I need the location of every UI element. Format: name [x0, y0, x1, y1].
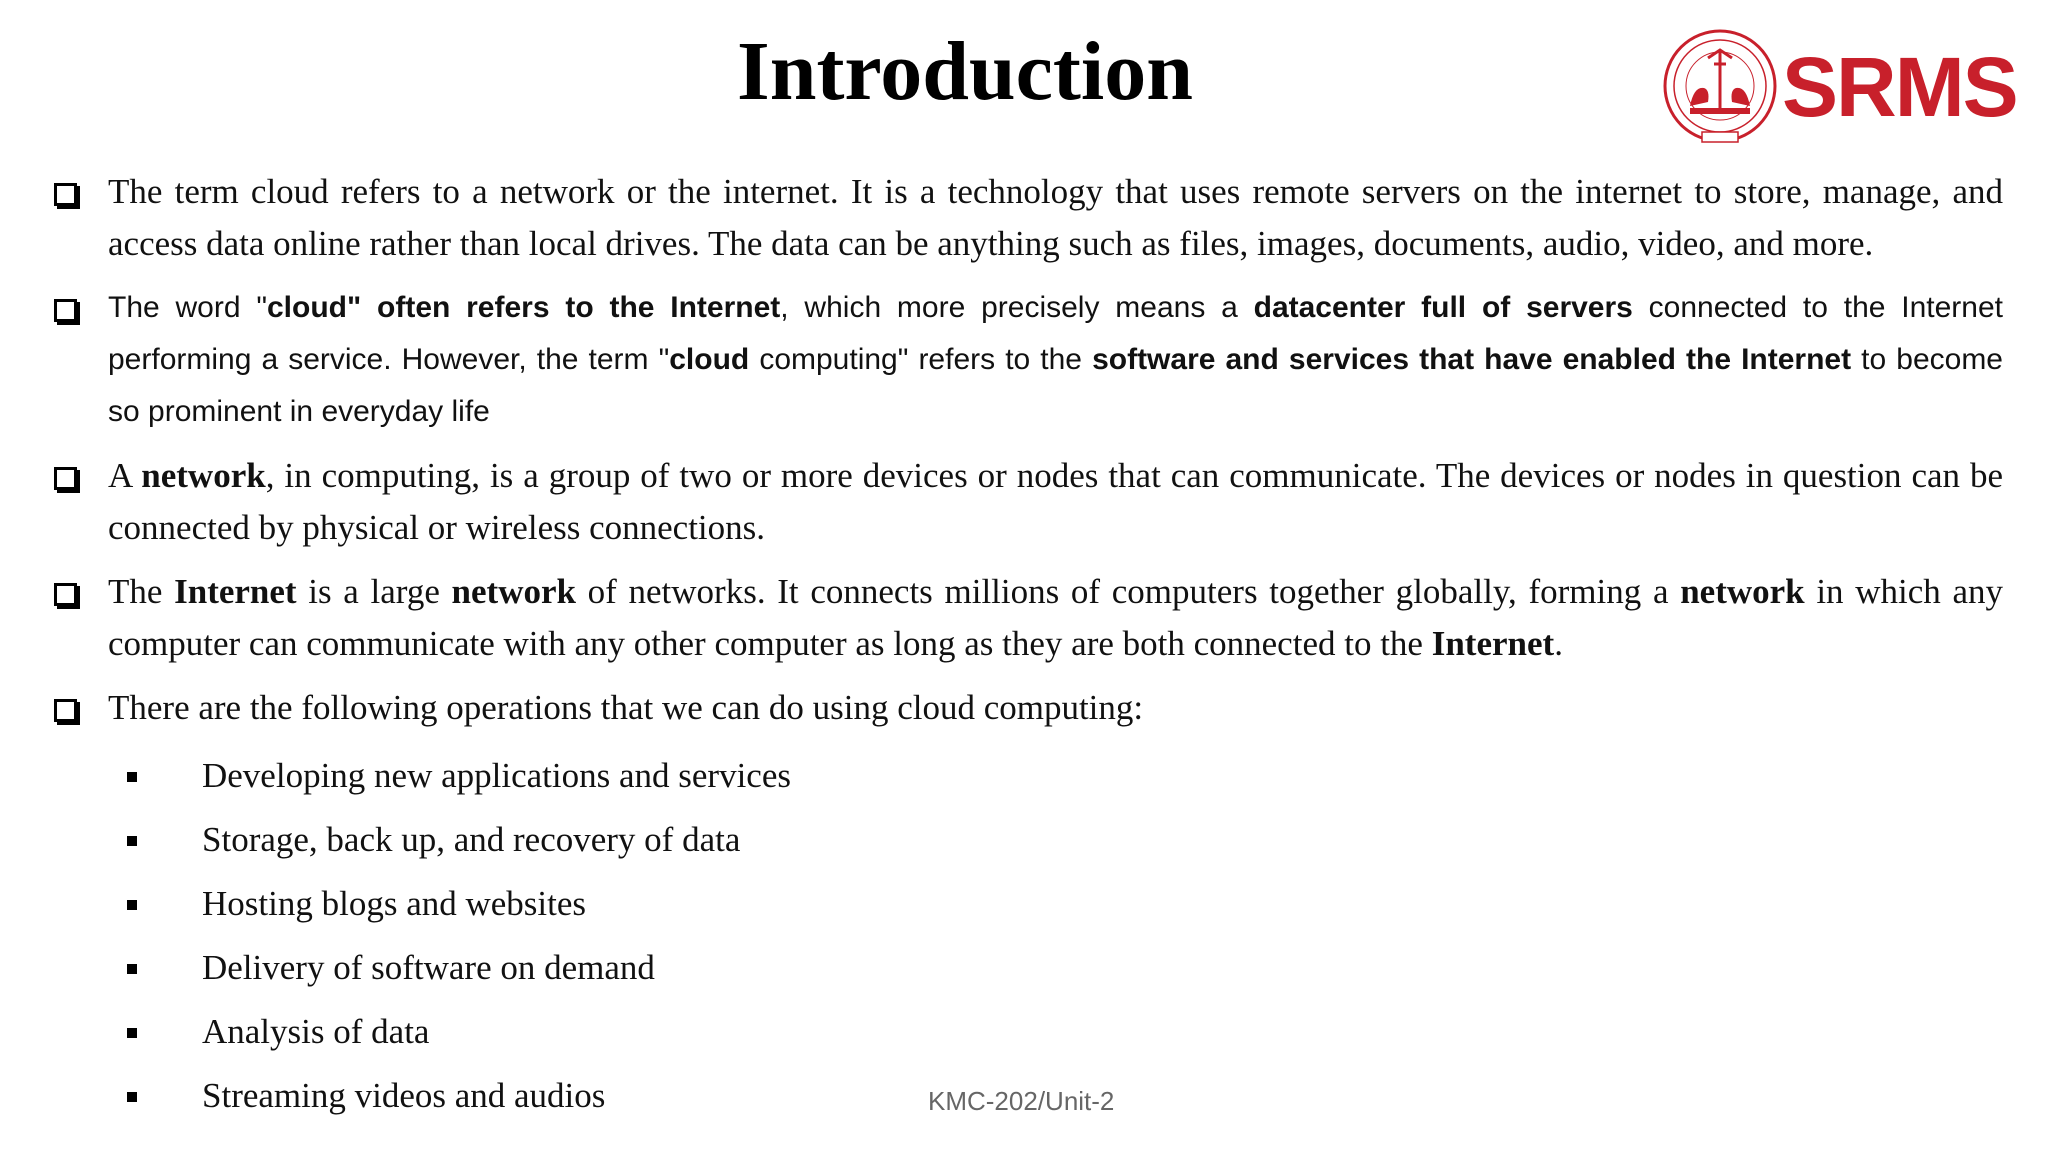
checkbox-bullet-icon [54, 299, 77, 322]
list-item: Storage, back up, and recovery of data [0, 814, 1200, 878]
srms-logo [1660, 28, 2030, 148]
srms-seal-icon [1660, 28, 1780, 148]
bullet-list [0, 166, 2048, 746]
checkbox-bullet-icon [54, 467, 77, 490]
slide-footer: KMC-202/Unit-2 [928, 1086, 1115, 1116]
bullet-item-network [0, 450, 2048, 554]
square-bullet-icon [127, 900, 137, 910]
bullet-item-operations [0, 682, 2048, 734]
square-bullet-icon [127, 964, 137, 974]
checkbox-bullet-icon [54, 699, 77, 722]
square-bullet-icon [127, 1092, 137, 1102]
list-item: Hosting blogs and websites [0, 878, 1200, 942]
bullet-item-cloud-definition [0, 166, 2048, 270]
bullet-item-cloud-internet [0, 282, 2048, 438]
list-item: Streaming videos and audios [0, 1070, 1200, 1134]
square-bullet-icon [127, 772, 137, 782]
square-bullet-icon [127, 1028, 137, 1038]
bullet-text: There are the following operations that we can do using cloud computing: [108, 688, 1144, 727]
checkbox-bullet-icon [54, 583, 77, 606]
square-bullet-icon [127, 836, 137, 846]
bullet-text: The Internet is a large network of networks. It connects millions of computers together globally, forming a network in which any computer can communicate with any other computer as long as they are both connected to the Internet. [108, 572, 2003, 663]
slide-title: Introduction [737, 25, 1193, 118]
bullet-item-internet [0, 566, 2048, 670]
bullet-text: A network, in computing, is a group of two or more devices or nodes that can communicate. The devices or nodes in question can be connected by physical or wireless connections. [108, 456, 2003, 547]
bullet-text: The term cloud refers to a network or the internet. It is a technology that uses remote servers on the internet to store, manage, and access data online rather than local drives. The data can be anything such as files, images, documents, audio, video, and more. [108, 172, 2003, 263]
list-item: Delivery of software on demand [0, 942, 1200, 1006]
checkbox-bullet-icon [54, 183, 77, 206]
operations-list [0, 750, 1200, 1134]
bullet-text: The word "cloud" often refers to the Internet, which more precisely means a datacenter full of servers connected to the Internet performing a service. However, the term "cloud computing" refers to the software and services that have enabled the Internet to become so prominent in everyday life [108, 291, 2003, 428]
srms-logo-text: SRMS [1782, 40, 2017, 134]
list-item: Developing new applications and services [0, 750, 1200, 814]
list-item: Analysis of data [0, 1006, 1200, 1070]
